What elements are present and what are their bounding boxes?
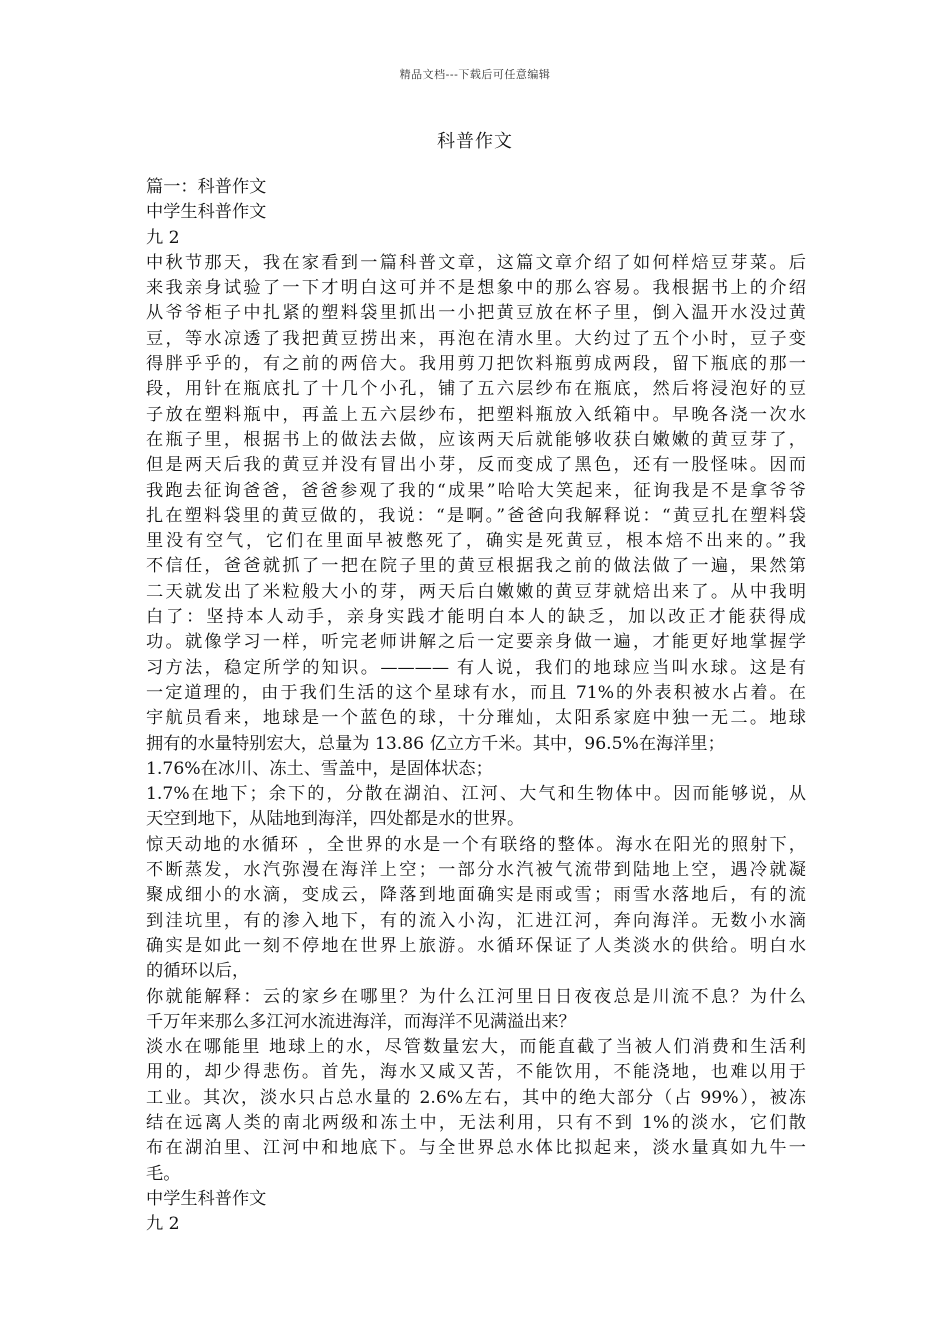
- body-line: 淡水在哪能里 地球上的水，尽管数量宏大，而能直截了当被人们消费和生活利: [146, 1037, 806, 1058]
- body-line: 中学生科普作文: [146, 1188, 267, 1209]
- body-line: 白了：坚持本人动手，亲身实践才能明白本人的缺乏，加以改正才能获得成: [146, 607, 806, 628]
- body-line: 千万年来那么多江河水流进海洋，而海洋不见满溢出来？: [146, 1011, 576, 1032]
- body-line: 1.7%在地下；余下的，分散在湖泊、江河、大气和生物体中。因而能够说，从: [146, 784, 806, 805]
- body-line: 里没有空气，它们在里面早被憋死了，确实是死黄豆，根本焙不出来的。”我: [146, 531, 806, 552]
- body-line: 宇航员看来，地球是一个蓝色的球，十分璀灿，太阳系家庭中独一无二。地球: [146, 708, 806, 729]
- body-line: 你就能解释：云的家乡在哪里？为什么江河里日日夜夜总是川流不息？为什么: [146, 986, 806, 1007]
- body-line: 子放在塑料瓶中，再盖上五六层纱布，把塑料瓶放入纸箱中。早晚各浇一次水: [146, 404, 806, 425]
- body-line: 拥有的水量特别宏大，总量为 13.86 亿立方千米。其中，96.5%在海洋里；: [146, 733, 725, 754]
- body-line: 到洼坑里，有的渗入地下，有的流入小沟，汇进江河，奔向海洋。无数小水滴: [146, 910, 806, 931]
- body-line: 九 2: [146, 227, 180, 248]
- document-body: [146, 175, 806, 1237]
- body-line: 扎在塑料袋里的黄豆做的，我说：“是啊。”爸爸向我解释说：“黄豆扎在塑料袋: [146, 505, 806, 526]
- body-line: 用的，却少得悲伤。首先，海水又咸又苦，不能饮用，不能浇地，也难以用于: [146, 1062, 806, 1083]
- body-line: 的循环以后，: [146, 961, 250, 982]
- body-line: 来我亲身试验了一下才明白这可并不是想象中的那么容易。我根据书上的介绍: [146, 278, 806, 299]
- body-line: 习方法，稳定所学的知识。———— 有人说，我们的地球应当叫水球。这是有: [146, 657, 806, 678]
- body-line: 工业。其次，淡水只占总水量的 2.6%左右，其中的绝大部分（占 99%），被冻: [146, 1087, 806, 1108]
- body-line: 从爷爷柜子中扎紧的塑料袋里抓出一小把黄豆放在杯子里，倒入温开水没过黄: [146, 303, 806, 324]
- body-line: 确实是如此一刻不停地在世界上旅游。水循环保证了人类淡水的供给。明白水: [146, 935, 806, 956]
- body-line: 在瓶子里，根据书上的做法去做，应该两天后就能够收获白嫩嫩的黄豆芽了，: [146, 429, 806, 450]
- body-line: 毛。: [146, 1163, 181, 1184]
- body-line: 聚成细小的水滴，变成云，降落到地面确实是雨或雪；雨雪水落地后，有的流: [146, 885, 806, 906]
- body-line: 九 2: [146, 1214, 180, 1235]
- body-line: 功。就像学习一样，听完老师讲解之后一定要亲身做一遍，才能更好地掌握学: [146, 632, 806, 653]
- body-line: 段，用针在瓶底扎了十几个小孔，铺了五六层纱布在瓶底，然后将浸泡好的豆: [146, 379, 806, 400]
- body-line: 布在湖泊里、江河中和地底下。与全世界总水体比拟起来，淡水量真如九牛一: [146, 1138, 806, 1159]
- body-line: 不信任，爸爸就抓了一把在院子里的黄豆根据我之前的做法做了一遍，果然第: [146, 556, 806, 577]
- body-line: 二天就发出了米粒般大小的芽，两天后白嫩嫩的黄豆芽就焙出来了。从中我明: [146, 581, 806, 602]
- body-line: 但是两天后我的黄豆并没有冒出小芽，反而变成了黑色，还有一股怪味。因而: [146, 455, 806, 476]
- body-line: 天空到地下，从陆地到海洋，四处都是水的世界。: [146, 809, 525, 830]
- body-line: 中学生科普作文: [146, 202, 267, 223]
- body-line: 篇一：科普作文: [146, 177, 267, 197]
- body-line: 豆，等水凉透了我把黄豆捞出来，再泡在清水里。大约过了五个小时，豆子变: [146, 328, 806, 349]
- body-line: 我跑去征询爸爸，爸爸参观了我的“成果”哈哈大笑起来，征询我是不是拿爷爷: [146, 480, 806, 501]
- document-title: 科普作文: [437, 131, 513, 152]
- body-line: 不断蒸发，水汽弥漫在海洋上空；一部分水汽被气流带到陆地上空，遇冷就凝: [146, 860, 806, 881]
- body-line: 1.76%在冰川、冻土、雪盖中，是固体状态；: [146, 758, 493, 779]
- body-line: 结在远离人类的南北两级和冻土中，无法利用，只有不到 1%的淡水，它们散: [146, 1112, 806, 1133]
- body-line: 一定道理的，由于我们生活的这个星球有水，而且 71%的外表积被水占着。在: [146, 682, 806, 703]
- body-line: 惊天动地的水循环 ，全世界的水是一个有联络的整体。海水在阳光的照射下，: [146, 834, 806, 855]
- body-line: 中秋节那天，我在家看到一篇科普文章，这篇文章介绍了如何样焙豆芽菜。后: [146, 252, 806, 273]
- page-header: 精品文档---下载后可任意编辑: [399, 68, 551, 81]
- body-line: 得胖乎乎的，有之前的两倍大。我用剪刀把饮料瓶剪成两段，留下瓶底的那一: [146, 354, 806, 375]
